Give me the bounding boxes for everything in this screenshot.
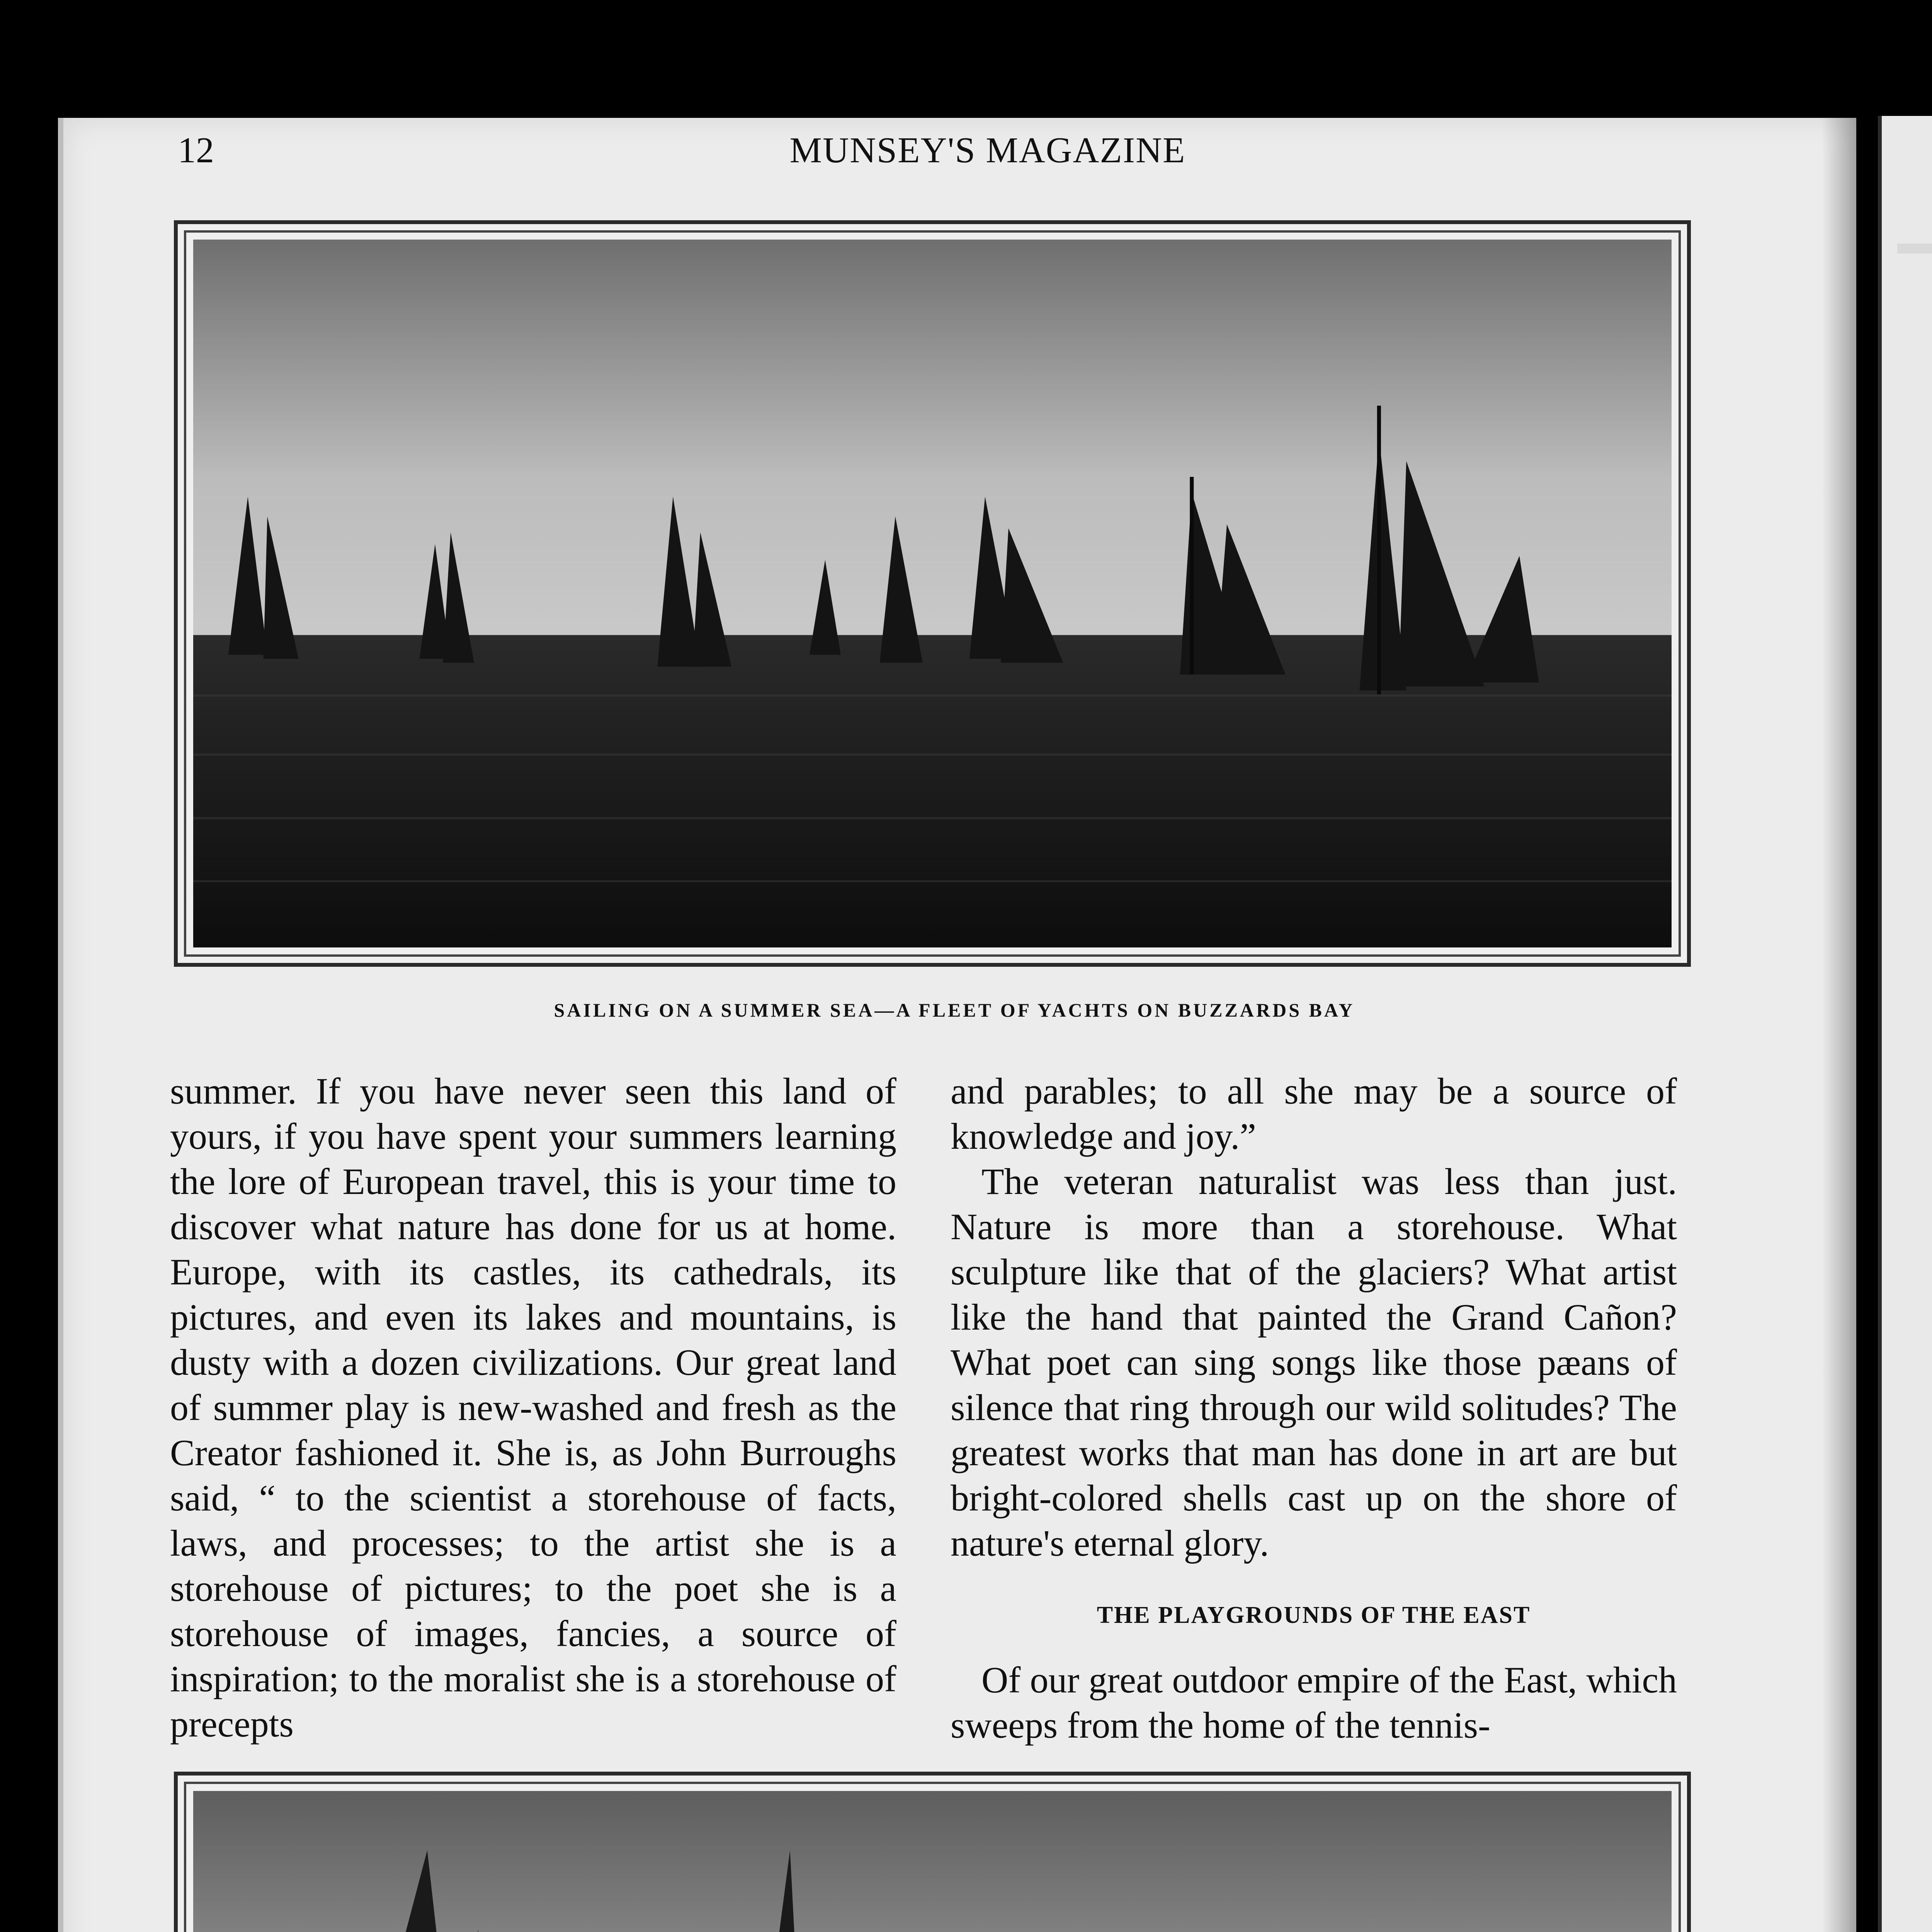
article-paragraph: and parables; to all she may be a source of knowledge and joy.” (951, 1070, 1677, 1157)
running-header (0, 129, 1932, 176)
photo-frame (184, 1782, 1681, 1932)
article-paragraph: Of our great outdoor empire of the East, which sweeps from the home of the tennis- (951, 1659, 1677, 1746)
photo-yachts-anchorage (174, 1772, 1691, 1932)
adjacent-page-edge (1878, 116, 1932, 1932)
gutter-shadow (1821, 118, 1856, 1932)
photo-fleet-of-yachts (174, 220, 1691, 967)
top-photo-caption: SAILING ON A SUMMER SEA—A FLEET OF YACHTS ON BUZZARDS BAY (554, 999, 1355, 1021)
anchorage-photo-image (193, 1791, 1672, 1932)
section-subheading: THE PLAYGROUNDS OF THE EAST (1097, 1602, 1531, 1628)
fleet-photo-image (193, 240, 1672, 947)
article-paragraph: summer. If you have never seen this land of yours, if you have spent your summers learning the lore of European travel, this is your time to discover what nature has done for us at home. Europe, with its castles, its cathedrals, its pictures, and even its lakes and mountains, is dusty with a dozen civilizations. Our great land of summer play is new-washed and fresh as the Creator fashioned it. She is, as John Burroughs said, “ to the scientist a storehouse of facts, laws, and processes; to the artist she is a storehouse of pictures; to the poet she is a storehouse of images, fancies, a source of inspiration; to the moralist she is a storehouse of precepts (170, 1070, 896, 1745)
adjacent-page-ghost-text (1897, 243, 1932, 253)
article-column-left (170, 1068, 896, 1760)
article-column-right (951, 1068, 1677, 1760)
photo-frame (184, 230, 1681, 957)
page-number: 12 (178, 130, 214, 170)
magazine-title: MUNSEY'S MAGAZINE (789, 130, 1186, 170)
article-paragraph: The veteran naturalist was less than just. Nature is more than a storehouse. What sculpture like that of the glaciers? What artist like the hand that painted the Grand Cañon? What poet can sing songs like those pæans of silence that ring through our wild solitudes? The greatest works that man has done in art are but bright-colored shells cast up on the shore of nature's eternal glory. (951, 1161, 1677, 1564)
